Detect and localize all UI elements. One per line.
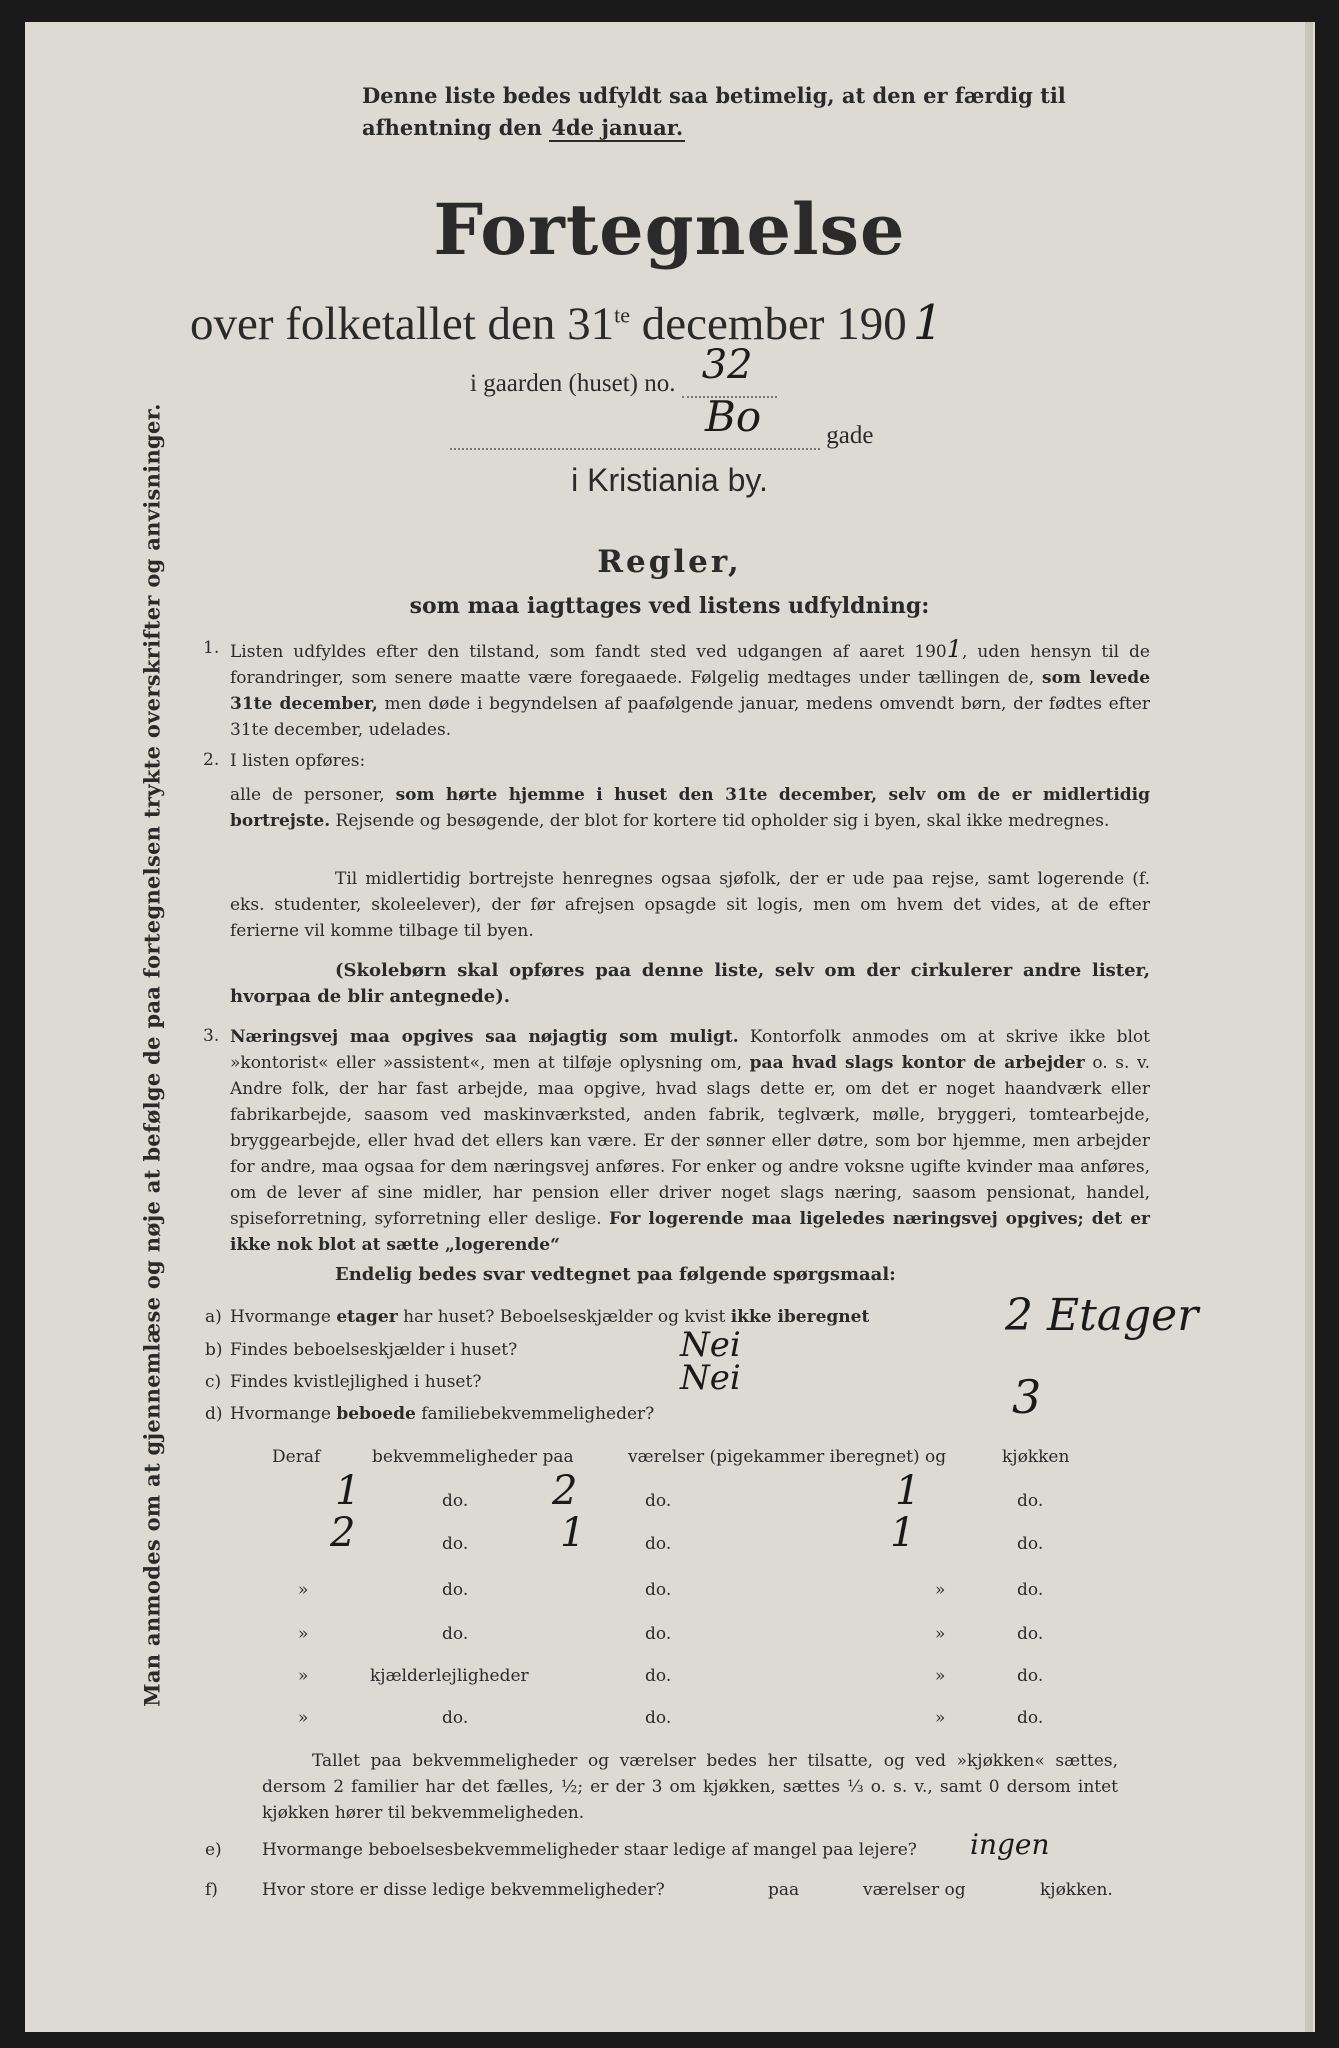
row-2-count: 2 [330, 1510, 356, 1556]
row-1-count: 1 [335, 1468, 361, 1514]
table-header-kjok: kjøkken [1002, 1447, 1070, 1467]
question-c-label: c) [205, 1372, 222, 1392]
answer-d-handwritten: 3 [1012, 1370, 1042, 1424]
question-d-label: d) [205, 1404, 223, 1424]
row-4-kitchen-label: do. [1017, 1624, 1044, 1644]
row-5-label: kjælderlejligheder [370, 1666, 529, 1686]
row-1-kitchen: 1 [895, 1468, 921, 1514]
answer-b-handwritten: Nei [680, 1325, 741, 1365]
question-c: Findes kvistlejlighed i huset? [230, 1372, 482, 1392]
row-6-kitchen: » [935, 1708, 946, 1728]
row-1-rooms-label: do. [645, 1491, 672, 1511]
row-6-label: do. [442, 1708, 469, 1728]
table-header-bekv: bekvemmeligheder paa [372, 1447, 574, 1467]
footnote: Tallet paa bekvemmeligheder og værelser bedes her tilsatte, og ved »kjøkken« sættes, dersom 2 familier har det fælles, ½; er der 3 om kjøkken, sættes ⅓ o. s. v., samt 0 dersom intet kjøkken hører til bekvemmeligheden. [262, 1751, 1118, 1823]
row-2-label: do. [442, 1534, 469, 1554]
row-1-label: do. [442, 1491, 469, 1511]
year-handwritten: 1 [912, 295, 944, 351]
question-b: Findes beboelseskjælder i huset? [230, 1340, 518, 1360]
row-5-prefix: » [298, 1666, 309, 1686]
rules-heading: Regler, [597, 544, 742, 580]
rule-1-number: 1. [203, 638, 220, 658]
question-f: Hvor store er disse ledige bekvemmeligheder? [262, 1880, 665, 1900]
rule-1-year-handwritten: 1 [946, 635, 962, 663]
row-3-rooms-label: do. [645, 1580, 672, 1600]
answer-a-handwritten: 2 Etager [1005, 1290, 1199, 1341]
question-e: Hvormange beboelsesbekvemmeligheder staar ledige af mangel paa lejere? [262, 1840, 917, 1860]
house-number-handwritten: 32 [701, 342, 753, 388]
rule-2-head: I listen opføres: [230, 751, 366, 771]
rule-2-number: 2. [203, 750, 220, 770]
rule-2-paragraph-2: Til midlertidig bortrejste henregnes ogsaa sjøfolk, der er ude paa rejse, samt logerende (f. eks. studenter, skoleelever), der før afrejsen opsagde sit logis, men om hvem det vides, at de efter ferierne vil komme tilbage til byen. [230, 869, 1150, 941]
row-3-kitchen: » [935, 1580, 946, 1600]
question-a-label: a) [205, 1307, 222, 1327]
question-d: Hvormange beboede familiebekvemmeligheder? [230, 1404, 655, 1424]
question-e-label: e) [205, 1840, 222, 1860]
question-f-label: f) [205, 1880, 218, 1900]
row-5-kitchen: » [935, 1666, 946, 1686]
house-number-line: i gaarden (huset) no. 32 [470, 368, 777, 398]
question-a: Hvormange etager har huset? Beboelseskjælder og kvist ikke iberegnet [230, 1307, 870, 1327]
rule-2-text: alle de personer, som hørte hjemme i huset den 31te december, selv om de er midlertidig bortrejste. Rejsende og besøgende, der blot for kortere tid opholder sig i byen, skal ikke medregnes. [230, 785, 1151, 831]
row-6-prefix: » [298, 1708, 309, 1728]
row-6-rooms-label: do. [645, 1708, 672, 1728]
questions-intro: Endelig bedes svar vedtegnet paa følgende spørgsmaal: [335, 1264, 896, 1285]
row-4-rooms-label: do. [645, 1624, 672, 1644]
row-4-kitchen: » [935, 1624, 946, 1644]
city-line: i Kristiania by. [571, 462, 768, 498]
notice [362, 80, 1066, 144]
row-5-kitchen-label: do. [1017, 1666, 1044, 1686]
page-title: Fortegnelse [433, 188, 906, 271]
row-3-kitchen-label: do. [1017, 1580, 1044, 1600]
page-edge [1305, 22, 1313, 2032]
notice-line-1: Denne liste bedes udfyldt saa betimelig, at den er færdig til [362, 83, 1066, 108]
row-2-kitchen-label: do. [1017, 1534, 1044, 1554]
answer-e-handwritten: ingen [970, 1828, 1050, 1861]
sidebar-instruction: Man anmodes om at gjennemlæse og nøje at befølge de paa fortegnelsen trykte overskrifter og anvisninger. [139, 403, 165, 1707]
question-f-vaer: værelser og [863, 1880, 966, 1900]
row-1-kitchen-label: do. [1017, 1491, 1044, 1511]
rule-3-number: 3. [203, 1026, 220, 1046]
row-2-rooms-label: do. [645, 1534, 672, 1554]
row-5-rooms-label: do. [645, 1666, 672, 1686]
row-4-label: do. [442, 1624, 469, 1644]
table-header-vaer: værelser (pigekammer iberegnet) og [628, 1447, 947, 1467]
question-f-paa: paa [768, 1880, 800, 1900]
row-4-prefix: » [298, 1624, 309, 1644]
notice-date: 4de januar. [551, 115, 684, 140]
row-2-rooms: 1 [560, 1510, 586, 1556]
row-2-kitchen: 1 [890, 1510, 916, 1556]
subtitle: over folketallet den $31^{te}$ december 190 1 [190, 295, 944, 351]
answer-c-handwritten: Nei [680, 1358, 741, 1398]
table-header-deraf: Deraf [272, 1447, 321, 1467]
rule-1-text: Listen udfyldes efter den tilstand, som fandt sted ved udgangen af aaret 1901, uden hensyn til de forandringer, som senere maatte være foregaaede. Følgelig medtages under tællingen de, som levede 31te december, men døde i begyndelsen af paafølgende januar, medens omvendt børn, der fødtes efter 31te december, udelades. [230, 635, 1151, 740]
row-1-rooms: 2 [552, 1468, 578, 1514]
row-6-kitchen-label: do. [1017, 1708, 1044, 1728]
rule-2-paragraph-3: (Skolebørn skal opføres paa denne liste, selv om der cirkulerer andre lister, hvorpaa de blir antegnede). [230, 960, 1150, 1007]
notice-line-2: afhentning den 4de januar. [362, 115, 684, 140]
question-f-kjok: kjøkken. [1040, 1880, 1113, 1900]
rule-3-text: Næringsvej maa opgives saa nøjagtig som muligt. Kontorfolk anmodes om at skrive ikke blot »kontorist« eller »assistent«, men at tilføje oplysning om, paa hvad slags kontor de arbejder o. s. v. Andre folk, der har fast arbejde, maa opgive, hvad slags dette er, om det er noget haandværk eller fabrikarbejde, saasom ved maskinværksted, anden fabrik, teglværk, mølle, bryggeri, tomtearbejde, bryggearbejde, eller hvad det ellers kan være. Er der sønner eller døtre, som bor hjemme, men arbejder for andre, maa ogsaa for dem næringsvej anføres. For enker og andre voksne ugifte kvinder maa anføres, om de lever af sine midler, har pension eller driver noget slags næring, saasom pensionat, handel, spiseforretning, syforretning eller deslige. For logerende maa ligeledes næringsvej opgives; det er ikke nok blot at sætte „logerende“ [230, 1027, 1151, 1255]
street-line: Bo gade [450, 420, 873, 450]
question-b-label: b) [205, 1340, 223, 1360]
row-3-prefix: » [298, 1580, 309, 1600]
rules-subheading: som maa iagttages ved listens udfyldning: [409, 593, 930, 619]
row-3-label: do. [442, 1580, 469, 1600]
street-handwritten: Bo [705, 392, 762, 441]
